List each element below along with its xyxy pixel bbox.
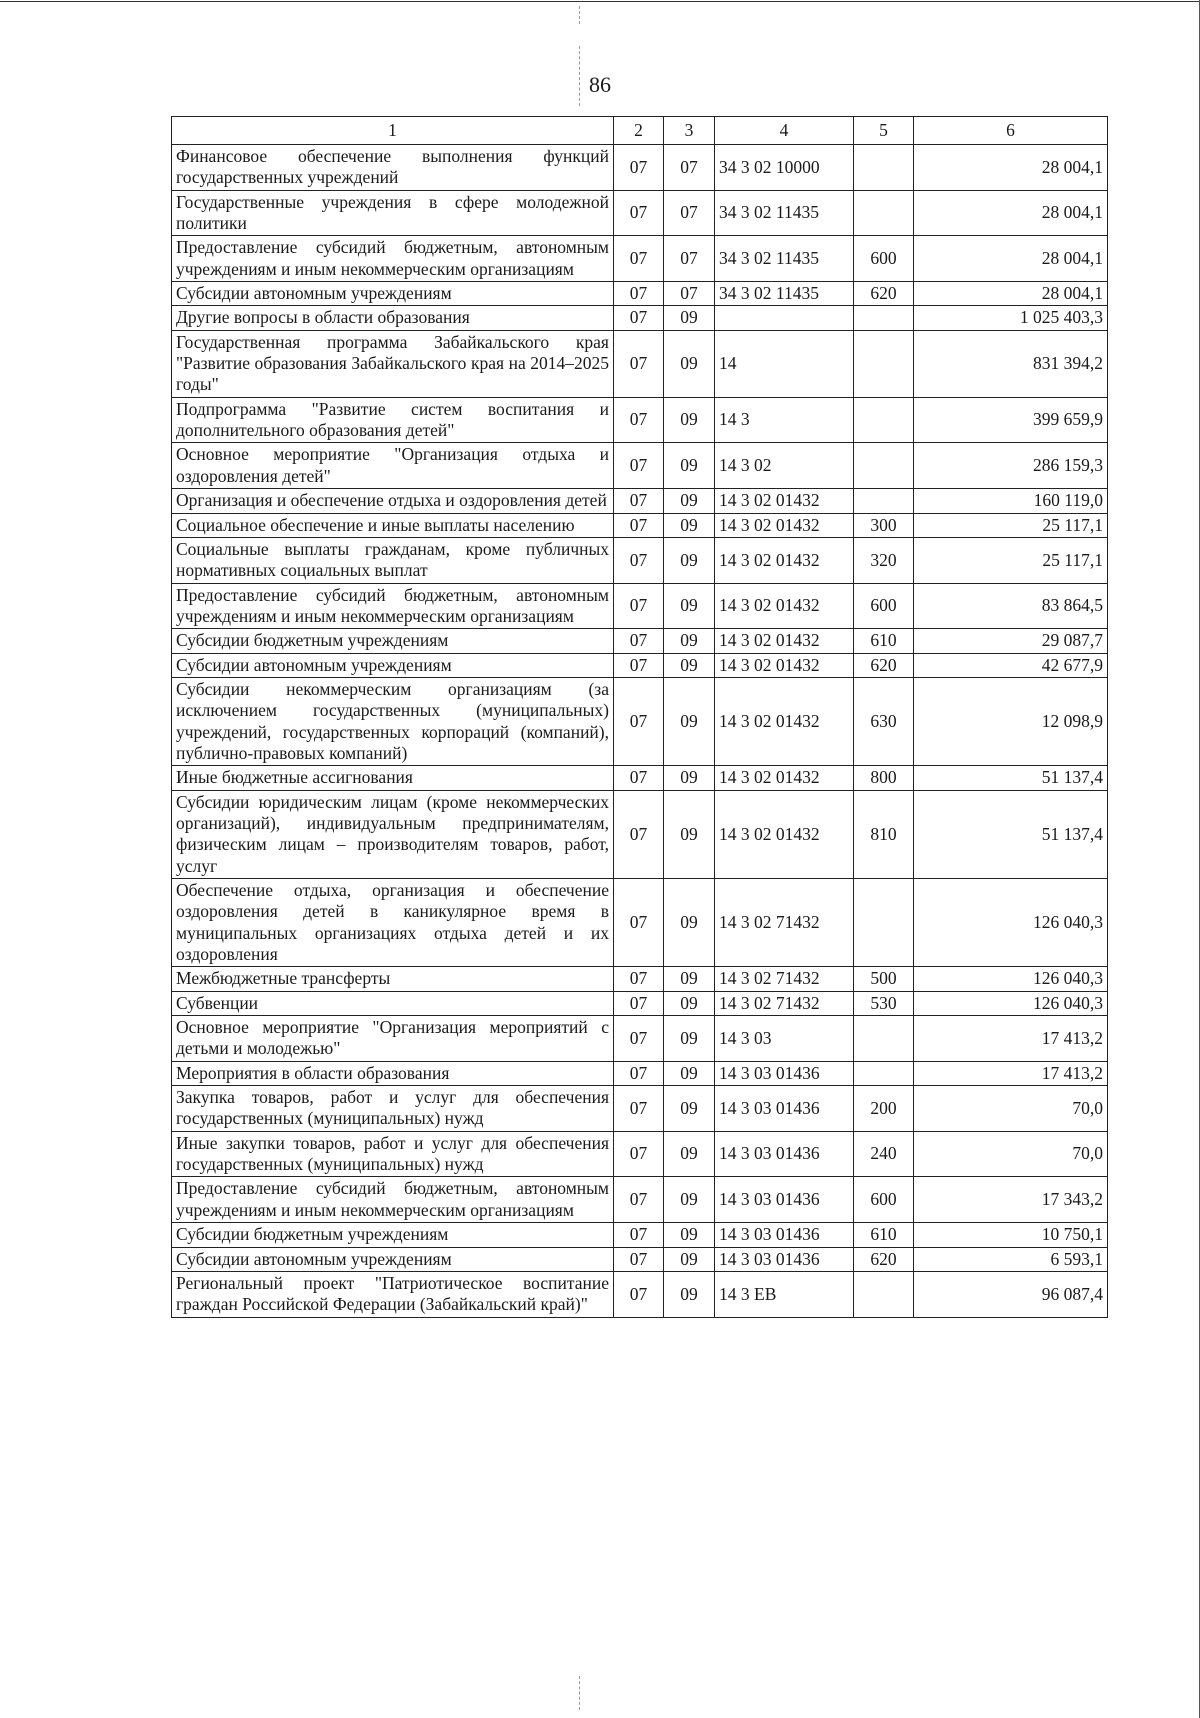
row-expense-type-cell: 610 [854,629,914,653]
table-row [172,306,1108,330]
table-row [172,583,1108,629]
table-row [172,1086,1108,1132]
table-row [172,677,1108,765]
row-subsection-cell: 09 [664,489,715,513]
row-target-code-cell: 14 3 02 71432 [715,879,854,967]
row-subsection-cell: 09 [664,1086,715,1132]
row-subsection-cell: 09 [664,1016,715,1062]
row-name-cell: Иные бюджетные ассигнования [172,766,614,790]
header-col-2: 2 [614,117,664,145]
row-amount-cell: 399 659,9 [914,397,1108,443]
row-expense-type-cell: 530 [854,991,914,1015]
row-section-cell: 07 [614,145,664,191]
row-target-code-cell: 34 3 02 11435 [715,282,854,306]
row-section-cell: 07 [614,306,664,330]
row-name-cell: Предоставление субсидий бюджетным, автономным учреждениям и иным некоммерческим организациям [172,1177,614,1223]
row-section-cell: 07 [614,1016,664,1062]
row-target-code-cell: 14 3 03 01436 [715,1061,854,1085]
row-section-cell: 07 [614,629,664,653]
row-target-code-cell: 14 3 02 01432 [715,583,854,629]
row-name-cell: Иные закупки товаров, работ и услуг для обеспечения государственных (муниципальных) нужд [172,1131,614,1177]
row-name-cell: Социальные выплаты гражданам, кроме публичных нормативных социальных выплат [172,537,614,583]
row-subsection-cell: 07 [664,282,715,306]
row-target-code-cell: 14 3 02 01432 [715,629,854,653]
row-target-code-cell: 14 3 02 01432 [715,489,854,513]
row-subsection-cell: 09 [664,513,715,537]
row-section-cell: 07 [614,1086,664,1132]
row-subsection-cell: 09 [664,1177,715,1223]
row-amount-cell: 1 025 403,3 [914,306,1108,330]
row-expense-type-cell: 200 [854,1086,914,1132]
row-amount-cell: 51 137,4 [914,766,1108,790]
row-name-cell: Субсидии юридическим лицам (кроме некоммерческих организаций), индивидуальным предпринимателям, физическим лицам – производителям товаров, работ, услуг [172,790,614,878]
row-target-code-cell: 14 3 02 71432 [715,967,854,991]
row-name-cell: Основное мероприятие "Организация отдыха и оздоровления детей" [172,443,614,489]
table-row [172,1177,1108,1223]
row-subsection-cell: 09 [664,1223,715,1247]
table-row [172,190,1108,236]
row-amount-cell: 286 159,3 [914,443,1108,489]
row-expense-type-cell: 320 [854,537,914,583]
row-target-code-cell: 14 3 02 01432 [715,513,854,537]
page-top-edge [0,1,1200,2]
row-amount-cell: 17 413,2 [914,1061,1108,1085]
row-subsection-cell: 09 [664,443,715,489]
row-name-cell: Региональный проект "Патриотическое воспитание граждан Российской Федерации (Забайкальский край)" [172,1271,614,1317]
row-target-code-cell: 14 3 02 01432 [715,653,854,677]
table-row [172,790,1108,878]
header-col-6: 6 [914,117,1108,145]
row-expense-type-cell [854,397,914,443]
row-expense-type-cell: 600 [854,236,914,282]
row-target-code-cell: 14 3 03 01436 [715,1223,854,1247]
row-name-cell: Субсидии бюджетным учреждениям [172,629,614,653]
row-name-cell: Субсидии автономным учреждениям [172,1247,614,1271]
scan-fold-mark [579,6,580,24]
page-number: 86 [589,72,611,97]
table-row [172,629,1108,653]
row-expense-type-cell [854,330,914,397]
table-row [172,443,1108,489]
budget-table [171,116,1108,1318]
row-expense-type-cell: 240 [854,1131,914,1177]
row-expense-type-cell: 500 [854,967,914,991]
row-section-cell: 07 [614,489,664,513]
row-expense-type-cell [854,879,914,967]
row-section-cell: 07 [614,677,664,765]
row-section-cell: 07 [614,1131,664,1177]
row-name-cell: Мероприятия в области образования [172,1061,614,1085]
row-amount-cell: 25 117,1 [914,537,1108,583]
header-col-4: 4 [715,117,854,145]
row-subsection-cell: 09 [664,1131,715,1177]
row-section-cell: 07 [614,1223,664,1247]
table-row [172,1061,1108,1085]
row-target-code-cell: 14 3 03 01436 [715,1177,854,1223]
header-col-5: 5 [854,117,914,145]
row-expense-type-cell: 620 [854,1247,914,1271]
row-amount-cell: 28 004,1 [914,145,1108,191]
row-expense-type-cell: 600 [854,583,914,629]
row-section-cell: 07 [614,1271,664,1317]
row-section-cell: 07 [614,190,664,236]
row-target-code-cell: 14 3 02 [715,443,854,489]
row-section-cell: 07 [614,653,664,677]
row-expense-type-cell: 620 [854,653,914,677]
row-section-cell: 07 [614,583,664,629]
row-name-cell: Предоставление субсидий бюджетным, автономным учреждениям и иным некоммерческим организациям [172,583,614,629]
row-amount-cell: 28 004,1 [914,190,1108,236]
row-name-cell: Обеспечение отдыха, организация и обеспечение оздоровления детей в каникулярное время в муниципальных организациях отдыха детей и их оздоровления [172,879,614,967]
row-section-cell: 07 [614,991,664,1015]
row-expense-type-cell: 600 [854,1177,914,1223]
table-row [172,653,1108,677]
row-name-cell: Межбюджетные трансферты [172,967,614,991]
row-name-cell: Социальное обеспечение и иные выплаты населению [172,513,614,537]
row-target-code-cell: 14 3 03 01436 [715,1086,854,1132]
table-row [172,330,1108,397]
header-col-3: 3 [664,117,715,145]
row-name-cell: Субсидии некоммерческим организациям (за исключением государственных (муниципальных) учреждений, государственных корпораций (компаний), публично-правовых компаний) [172,677,614,765]
row-expense-type-cell [854,1016,914,1062]
row-name-cell: Другие вопросы в области образования [172,306,614,330]
row-section-cell: 07 [614,513,664,537]
row-target-code-cell: 14 3 [715,397,854,443]
row-subsection-cell: 09 [664,790,715,878]
row-section-cell: 07 [614,1177,664,1223]
row-amount-cell: 70,0 [914,1086,1108,1132]
row-section-cell: 07 [614,443,664,489]
row-amount-cell: 42 677,9 [914,653,1108,677]
row-expense-type-cell [854,1061,914,1085]
row-amount-cell: 25 117,1 [914,513,1108,537]
row-amount-cell: 29 087,7 [914,629,1108,653]
row-section-cell: 07 [614,236,664,282]
row-name-cell: Закупка товаров, работ и услуг для обеспечения государственных (муниципальных) нужд [172,1086,614,1132]
table-row [172,766,1108,790]
row-subsection-cell: 07 [664,236,715,282]
row-target-code-cell: 34 3 02 11435 [715,236,854,282]
row-amount-cell: 126 040,3 [914,967,1108,991]
row-subsection-cell: 09 [664,306,715,330]
row-target-code-cell [715,306,854,330]
row-target-code-cell: 14 3 03 [715,1016,854,1062]
row-section-cell: 07 [614,397,664,443]
row-target-code-cell: 14 3 03 01436 [715,1247,854,1271]
table-row [172,397,1108,443]
row-expense-type-cell [854,443,914,489]
row-section-cell: 07 [614,1061,664,1085]
row-amount-cell: 17 413,2 [914,1016,1108,1062]
row-expense-type-cell [854,489,914,513]
row-amount-cell: 28 004,1 [914,282,1108,306]
row-expense-type-cell: 300 [854,513,914,537]
row-amount-cell: 160 119,0 [914,489,1108,513]
row-expense-type-cell [854,306,914,330]
row-subsection-cell: 09 [664,629,715,653]
row-section-cell: 07 [614,282,664,306]
row-subsection-cell: 07 [664,190,715,236]
row-amount-cell: 6 593,1 [914,1247,1108,1271]
row-subsection-cell: 09 [664,583,715,629]
row-expense-type-cell [854,190,914,236]
row-subsection-cell: 09 [664,1271,715,1317]
row-name-cell: Субсидии автономным учреждениям [172,653,614,677]
row-section-cell: 07 [614,967,664,991]
row-target-code-cell: 34 3 02 11435 [715,190,854,236]
row-name-cell: Подпрограмма "Развитие систем воспитания и дополнительного образования детей" [172,397,614,443]
row-amount-cell: 28 004,1 [914,236,1108,282]
row-subsection-cell: 09 [664,653,715,677]
row-expense-type-cell [854,1271,914,1317]
table-row [172,489,1108,513]
table-row [172,282,1108,306]
row-target-code-cell: 14 3 02 01432 [715,766,854,790]
row-subsection-cell: 09 [664,991,715,1015]
row-expense-type-cell: 800 [854,766,914,790]
table-row [172,1247,1108,1271]
table-row [172,537,1108,583]
row-name-cell: Субвенции [172,991,614,1015]
row-section-cell: 07 [614,330,664,397]
row-target-code-cell: 14 3 EB [715,1271,854,1317]
row-subsection-cell: 09 [664,1247,715,1271]
row-name-cell: Финансовое обеспечение выполнения функций государственных учреждений [172,145,614,191]
row-section-cell: 07 [614,879,664,967]
row-subsection-cell: 09 [664,537,715,583]
row-target-code-cell: 14 3 02 01432 [715,537,854,583]
row-amount-cell: 83 864,5 [914,583,1108,629]
row-name-cell: Организация и обеспечение отдыха и оздоровления детей [172,489,614,513]
row-subsection-cell: 07 [664,145,715,191]
scan-fold-mark [579,1676,580,1710]
row-subsection-cell: 09 [664,879,715,967]
row-subsection-cell: 09 [664,967,715,991]
row-amount-cell: 126 040,3 [914,879,1108,967]
row-name-cell: Основное мероприятие "Организация мероприятий с детьми и молодежью" [172,1016,614,1062]
row-target-code-cell: 34 3 02 10000 [715,145,854,191]
row-amount-cell: 10 750,1 [914,1223,1108,1247]
row-name-cell: Государственная программа Забайкальского края "Развитие образования Забайкальского края на 2014–2025 годы" [172,330,614,397]
row-expense-type-cell: 620 [854,282,914,306]
row-subsection-cell: 09 [664,330,715,397]
table-row [172,1131,1108,1177]
row-section-cell: 07 [614,1247,664,1271]
table-row [172,1223,1108,1247]
header-row [172,117,1108,145]
row-amount-cell: 17 343,2 [914,1177,1108,1223]
row-subsection-cell: 09 [664,766,715,790]
row-target-code-cell: 14 3 02 01432 [715,790,854,878]
row-name-cell: Субсидии автономным учреждениям [172,282,614,306]
row-amount-cell: 51 137,4 [914,790,1108,878]
row-section-cell: 07 [614,537,664,583]
row-amount-cell: 126 040,3 [914,991,1108,1015]
row-target-code-cell: 14 3 02 71432 [715,991,854,1015]
row-target-code-cell: 14 [715,330,854,397]
row-amount-cell: 831 394,2 [914,330,1108,397]
row-amount-cell: 12 098,9 [914,677,1108,765]
row-subsection-cell: 09 [664,1061,715,1085]
row-amount-cell: 96 087,4 [914,1271,1108,1317]
row-expense-type-cell: 610 [854,1223,914,1247]
table-row [172,1016,1108,1062]
table-row [172,1271,1108,1317]
row-expense-type-cell [854,145,914,191]
row-expense-type-cell: 810 [854,790,914,878]
table-row [172,967,1108,991]
table-body [172,145,1108,1318]
table-header [172,117,1108,145]
row-name-cell: Предоставление субсидий бюджетным, автономным учреждениям и иным некоммерческим организациям [172,236,614,282]
header-col-1: 1 [172,117,614,145]
table-row [172,991,1108,1015]
row-name-cell: Субсидии бюджетным учреждениям [172,1223,614,1247]
row-subsection-cell: 09 [664,677,715,765]
table-row [172,145,1108,191]
table-row [172,879,1108,967]
table-row [172,513,1108,537]
row-subsection-cell: 09 [664,397,715,443]
row-section-cell: 07 [614,766,664,790]
row-target-code-cell: 14 3 02 01432 [715,677,854,765]
row-expense-type-cell: 630 [854,677,914,765]
table-row [172,236,1108,282]
row-section-cell: 07 [614,790,664,878]
row-name-cell: Государственные учреждения в сфере молодежной политики [172,190,614,236]
row-amount-cell: 70,0 [914,1131,1108,1177]
row-target-code-cell: 14 3 03 01436 [715,1131,854,1177]
